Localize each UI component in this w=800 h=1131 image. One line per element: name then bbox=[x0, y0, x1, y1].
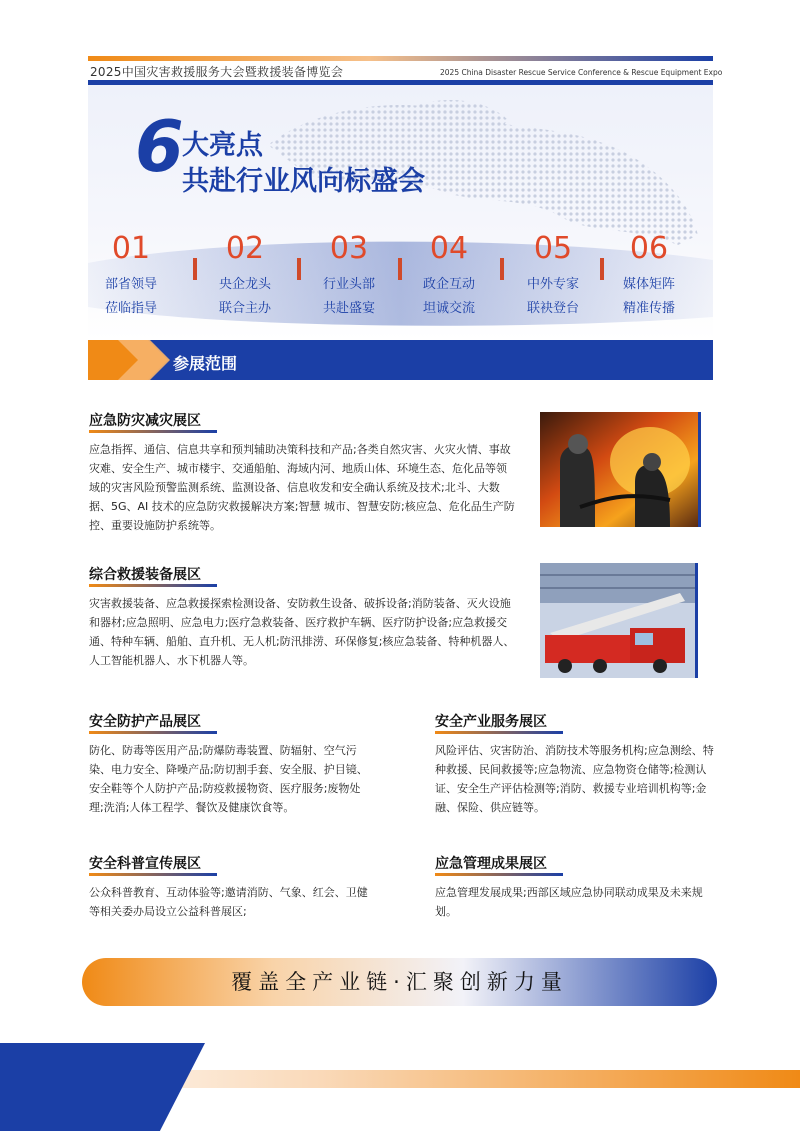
highlight-number: 04 bbox=[429, 231, 469, 266]
zone-description: 风险评估、灾害防治、消防技术等服务机构;应急测绘、特种救援、民间救援等;应急物流、应急物资仓储等;检测认证、安全生产评估检测等;消防、救援专业培训机构等;金融、保险、供应链等。 bbox=[435, 744, 714, 814]
bottom-blue-shape bbox=[0, 1043, 205, 1131]
zone-title-underline bbox=[89, 430, 217, 433]
zone-description: 应急管理发展成果;西部区域应急协同联动成果及未来规划。 bbox=[435, 886, 703, 918]
slogan-text: 覆盖全产业链·汇聚创新力量 bbox=[231, 970, 568, 994]
zone-title-underline bbox=[89, 584, 217, 587]
highlight-item bbox=[501, 231, 605, 316]
highlight-item bbox=[397, 231, 501, 316]
highlight-number: 03 bbox=[329, 231, 369, 266]
zone-title: 安全科普宣传展区 bbox=[89, 856, 201, 872]
highlight-number: 01 bbox=[111, 231, 151, 266]
zone-description: 防化、防毒等医用产品;防爆防毒装置、防辐射、空气污染、电力安全、降噪产品;防切割手套、安全服、护目镜、安全鞋等个人防护产品;防疫救援物资、医疗服务;废物处理;洗消;人体工程学、餐饮及健康饮食等。 bbox=[89, 744, 368, 814]
highlight-number: 06 bbox=[629, 231, 669, 266]
highlight-divider bbox=[600, 258, 604, 280]
highlight-divider bbox=[500, 258, 504, 280]
highlight-item bbox=[79, 231, 183, 316]
zone-description: 应急指挥、通信、信息共享和预判辅助决策科技和产品;各类自然灾害、火灾火情、事故灾难、安全生产、城市楼宇、交通船舶、海域内河、地质山体、环境生态、危化品等领 域的灾害风险预警监测系统、监测设备、信息收发和安全确认系统及技术;北斗、大数据、5G、AI 技术的应急防灾救援解决方案;智慧 城市、智慧安防;核应急、危化品生产防控、重要设施防护系统等。 bbox=[89, 443, 518, 532]
zone-title: 安全产业服务展区 bbox=[435, 714, 547, 730]
highlight-line2: 共赴盛宴 bbox=[322, 301, 375, 316]
highlight-line2: 精准传播 bbox=[622, 301, 675, 316]
highlight-line1: 中外专家 bbox=[526, 277, 579, 292]
highlight-number: 02 bbox=[225, 231, 265, 266]
section-title: 参展范围 bbox=[173, 354, 238, 373]
header-top-bar bbox=[88, 56, 713, 61]
firefighters-image bbox=[540, 412, 698, 527]
highlight-divider bbox=[193, 258, 197, 280]
zone-title: 应急管理成果展区 bbox=[435, 856, 547, 872]
highlight-line1: 行业头部 bbox=[322, 277, 375, 292]
highlight-line1: 部省领导 bbox=[104, 277, 157, 292]
zone-description: 公众科普教育、互动体验等;邀请消防、气象、红会、卫健等相关委办局设立公益科普展区; bbox=[89, 886, 368, 918]
header-title-en: 2025 China Disaster Rescue Service Conference & Rescue Equipment Expo bbox=[440, 68, 723, 77]
highlight-line2: 联袂登台 bbox=[526, 301, 579, 316]
highlight-line1: 政企互动 bbox=[422, 277, 475, 292]
hero-big-number: 6 bbox=[135, 106, 184, 188]
highlight-item bbox=[297, 231, 401, 316]
firefighters-photo bbox=[540, 412, 701, 527]
rescue-trucks-image bbox=[540, 563, 695, 678]
zone-title-underline bbox=[89, 873, 217, 876]
hero-heading-line1: 大亮点 bbox=[182, 130, 263, 161]
highlight-line1: 媒体矩阵 bbox=[622, 277, 675, 292]
rescue-trucks-photo bbox=[540, 563, 698, 678]
highlight-divider bbox=[297, 258, 301, 280]
hero-heading-line2: 共赴行业风向标盛会 bbox=[182, 166, 425, 197]
zone-title: 安全防护产品展区 bbox=[89, 714, 201, 730]
highlight-number: 05 bbox=[533, 231, 573, 266]
zone-title: 综合救援装备展区 bbox=[89, 567, 201, 583]
zone-description: 灾害救援装备、应急救援探索检测设备、安防救生设备、破拆设备;消防装备、灭火设施和器材;应急照明、应急电力;医疗急救装备、医疗救护车辆、医疗防护设备;应急救援交通、特种车辆、船舶、直升机、无人机;防汛排涝、环保修复;核应急装备、特种机器人、人工智能机器人、水下机器人等。 bbox=[89, 597, 515, 667]
highlight-line1: 央企龙头 bbox=[218, 277, 271, 292]
highlight-line2: 坦诚交流 bbox=[422, 301, 475, 316]
highlight-line2: 联合主办 bbox=[218, 301, 271, 316]
header-title-cn: 2025中国灾害救援服务大会暨救援装备博览会 bbox=[90, 65, 344, 79]
zone-title: 应急防灾减灾展区 bbox=[89, 413, 201, 429]
highlight-item bbox=[597, 231, 701, 316]
zone-title-underline bbox=[89, 731, 217, 734]
highlight-divider bbox=[398, 258, 402, 280]
highlight-line2: 莅临指导 bbox=[104, 301, 157, 316]
zone-title-underline bbox=[435, 873, 563, 876]
zone-title-underline bbox=[435, 731, 563, 734]
highlight-item bbox=[193, 231, 297, 316]
